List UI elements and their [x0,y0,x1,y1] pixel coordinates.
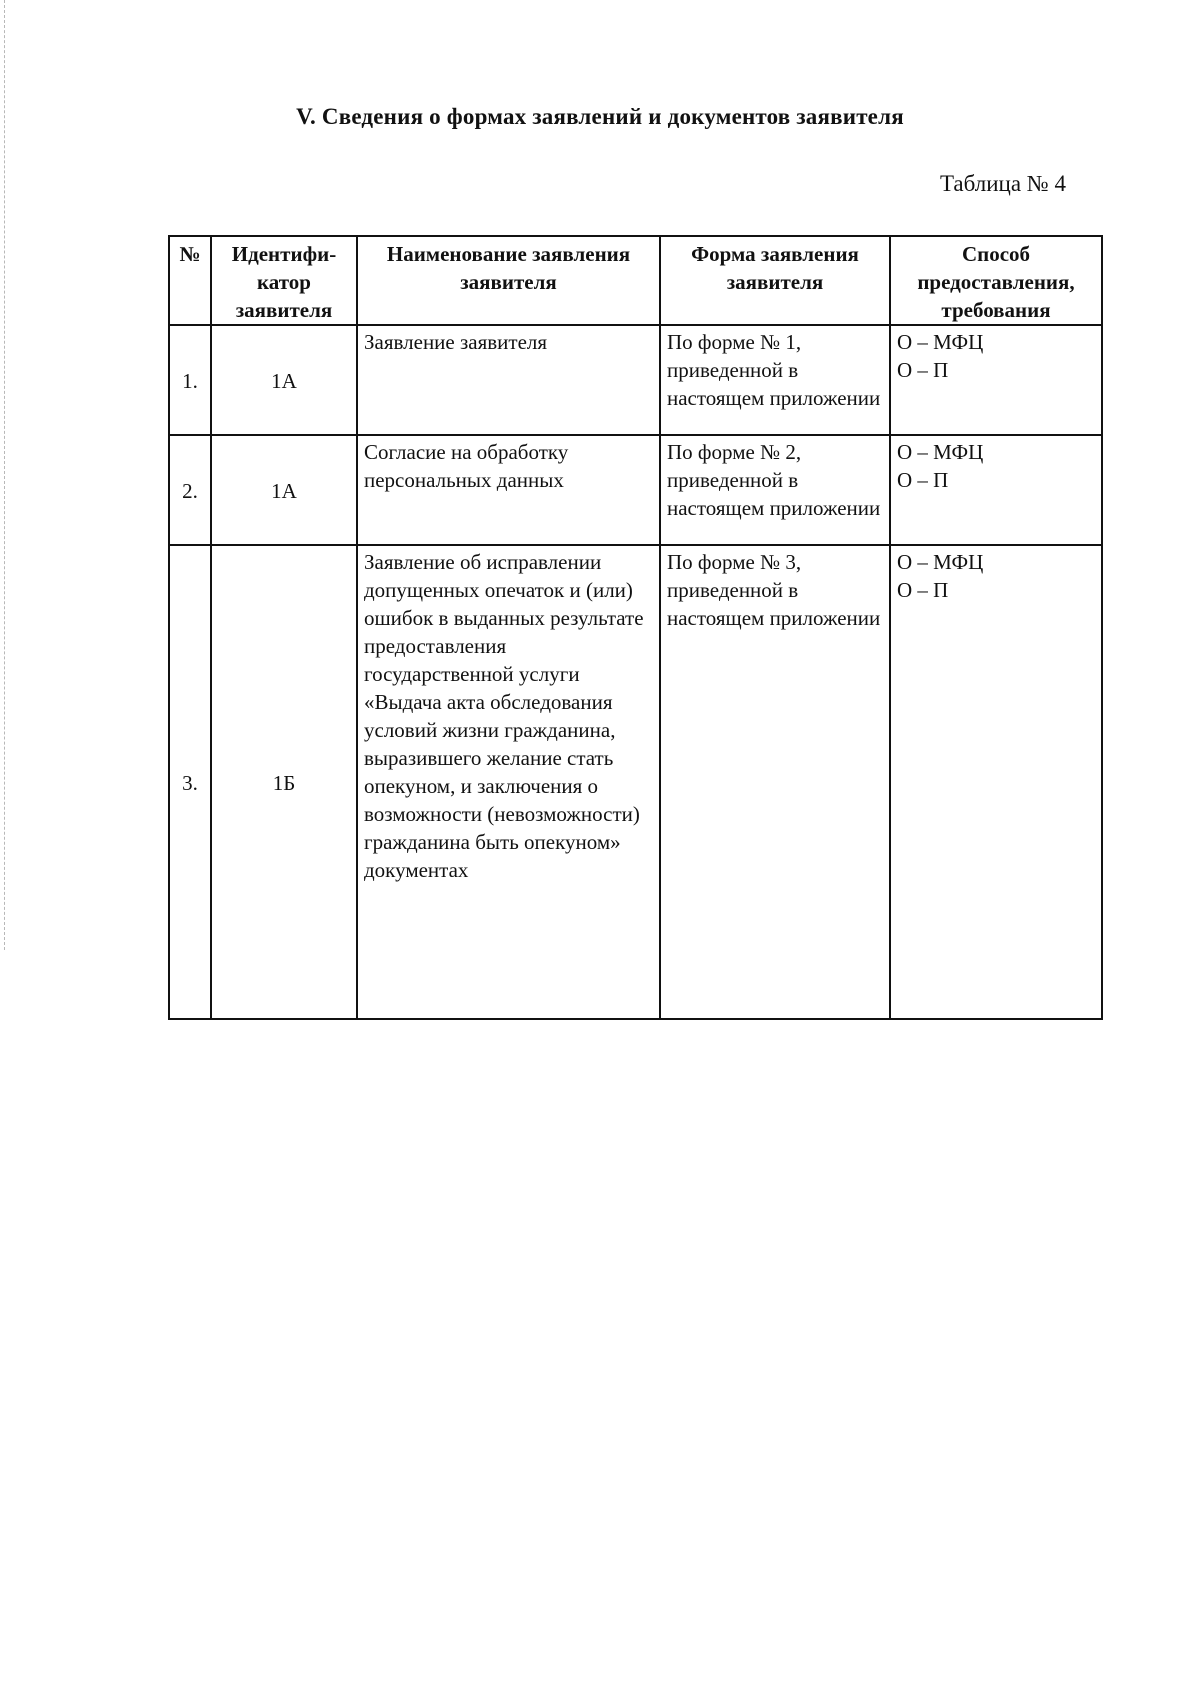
row-number: 2. [169,435,211,545]
row-identifier: 1Б [211,545,357,1019]
row-methods [890,435,1102,545]
table-caption: Таблица № 4 [939,171,1066,196]
table-row [169,325,1102,435]
method-p: О – П [897,358,949,382]
row-form: По форме № 2, приведенной в настоящем приложении [660,435,890,545]
section-title: V. Сведения о формах заявлений и документов заявителя [296,104,904,129]
row-name: Заявление об исправлении допущенных опечаток и (или) ошибок в выданных результате предоставления государственной услуги «Выдача акта обследования условий жизни гражданина, выразившего желание стать опекуном, и заключения о возможности (невозможности) гражданина быть опекуном» документах [357,545,660,1019]
method-mfc: О – МФЦ [897,550,984,574]
method-mfc: О – МФЦ [897,440,984,464]
table-header-row [169,236,1102,325]
header-name: Наименование заявления заявителя [357,236,660,325]
row-number: 3. [169,545,211,1019]
scan-edge-mark [4,0,6,950]
row-form: По форме № 3, приведенной в настоящем приложении [660,545,890,1019]
row-methods [890,325,1102,435]
header-number: № [169,236,211,325]
header-method: Способ предоставления, требования [890,236,1102,325]
header-identifier: Идентифи-катор заявителя [211,236,357,325]
method-mfc: О – МФЦ [897,330,984,354]
forms-table [168,235,1103,1020]
row-name: Заявление заявителя [357,325,660,435]
row-identifier: 1А [211,325,357,435]
row-identifier: 1А [211,435,357,545]
row-form: По форме № 1, приведенной в настоящем приложении [660,325,890,435]
table-row [169,545,1102,1019]
row-name: Согласие на обработку персональных данных [357,435,660,545]
table-row [169,435,1102,545]
method-p: О – П [897,468,949,492]
row-methods [890,545,1102,1019]
method-p: О – П [897,578,949,602]
row-number: 1. [169,325,211,435]
header-form: Форма заявления заявителя [660,236,890,325]
